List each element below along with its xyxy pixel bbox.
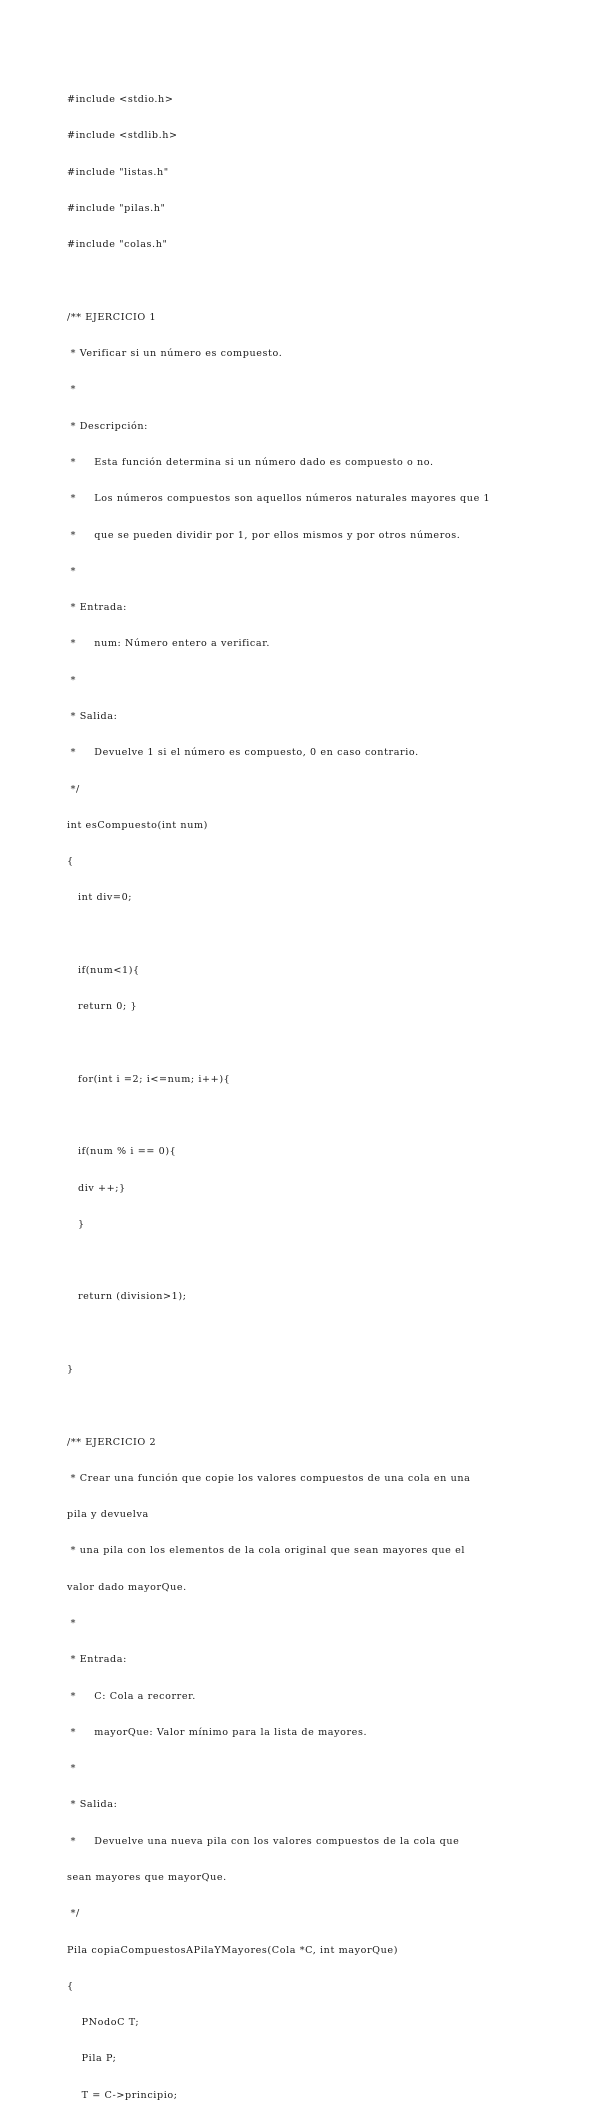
code-line: * Salida: [67,1799,118,1811]
code-line: #include "colas.h" [67,239,168,251]
code-line: /** EJERCICIO 1 [67,311,157,323]
code-line: * que se pueden dividir por 1, por ellos mismos y por otros números. [67,529,461,541]
code-line: /** EJERCICIO 2 [67,1436,157,1448]
code-line: if(num % i == 0){ [67,1146,177,1158]
code-line: * Descripción: [67,420,148,432]
code-line: * [67,565,77,577]
code-line: * [67,1763,77,1775]
code-line: return 0; } [67,1001,138,1013]
code-line [67,1255,587,1267]
code-line: * C: Cola a recorrer. [67,1690,196,1702]
code-line: if(num<1){ [67,964,140,976]
code-line: #include "listas.h" [67,166,169,178]
code-line: div ++;} [67,1182,126,1194]
code-line: * mayorQue: Valor mínimo para la lista de mayores. [67,1726,368,1738]
code-line: * [67,674,77,686]
code-line: * [67,384,77,396]
code-line: * Verificar si un número es compuesto. [67,348,283,360]
code-line: Pila P; [67,2053,117,2065]
code-line: PNodoC T; [67,2017,140,2029]
code-line: * Devuelve una nueva pila con los valores compuestos de la cola que [67,1835,460,1847]
code-line: * Entrada: [67,602,127,614]
code-line: * Devuelve 1 si el número es compuesto, 0 en caso contrario. [67,747,419,759]
code-line [67,1400,587,1412]
code-line: sean mayores que mayorQue. [67,1871,227,1883]
code-line: valor dado mayorQue. [67,1581,187,1593]
code-line [67,1110,587,1122]
code-line: int esCompuesto(int num) [67,819,209,831]
code-line: #include <stdio.h> [67,94,174,106]
code-line: } [67,1218,85,1230]
code-line: */ [67,1908,80,1920]
code-line: * una pila con los elementos de la cola original que sean mayores que el [67,1545,466,1557]
code-line: * num: Número entero a verificar. [67,638,271,650]
code-line: * Crear una función que copie los valores compuestos de una cola en una [67,1472,471,1484]
source-code-block [67,70,587,2126]
code-line: int div=0; [67,892,133,904]
code-line: pila y devuelva [67,1509,149,1521]
code-line: * Esta función determina si un número dado es compuesto o no. [67,457,434,468]
code-line: for(int i =2; i<=num; i++){ [67,1073,231,1085]
code-line: #include "pilas.h" [67,203,166,215]
code-line: */ [67,783,80,795]
code-line: * [67,1618,77,1629]
code-line: Pila copiaCompuestosAPilaYMayores(Cola *C, int mayorQue) [67,1944,399,1956]
code-line: * Salida: [67,710,118,722]
code-line [67,1038,587,1050]
code-line: #include <stdlib.h> [67,130,178,142]
code-line: } [67,1364,74,1376]
code-line: * Entrada: [67,1654,127,1666]
code-line [67,929,587,941]
code-line: { [67,856,74,868]
code-line: * Los números compuestos son aquellos números naturales mayores que 1 [67,493,491,505]
code-line: { [67,1980,74,1992]
code-line: return (division>1); [67,1291,187,1303]
code-line [67,276,587,288]
code-line [67,1328,587,1340]
code-line: T = C->principio; [67,2089,178,2101]
